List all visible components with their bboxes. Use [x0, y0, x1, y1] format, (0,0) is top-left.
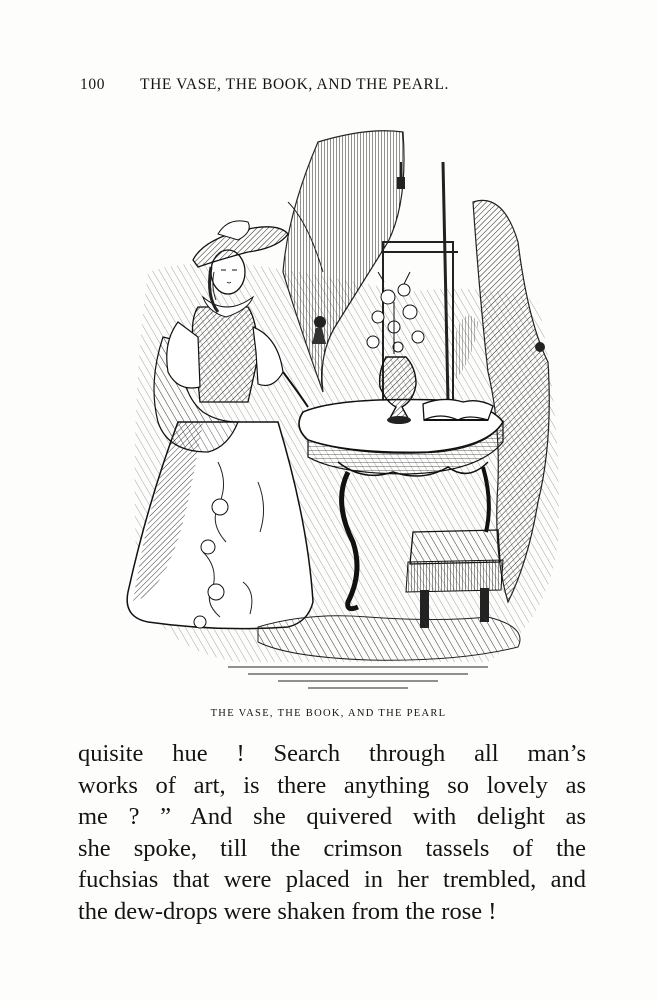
running-head — [80, 76, 540, 100]
text-line: fuchsias that were placed in her trembled, and — [78, 866, 586, 894]
text-line: quisite hue ! Search through all man’s — [78, 740, 586, 767]
text-line: the dew-drops were shaken from the rose ! — [78, 897, 497, 925]
page-number: 100 — [80, 76, 106, 93]
engraving-drawing — [108, 122, 568, 700]
engraving-illustration — [108, 122, 568, 700]
text-line: works of art, is there anything so lovely as — [78, 771, 586, 799]
text-line: she spoke, till the crimson tassels of the — [78, 834, 586, 862]
text-line: me ? ” And she quivered with delight as — [78, 803, 586, 831]
body-paragraph — [78, 738, 586, 928]
running-title: THE VASE, THE BOOK, AND THE PEARL. — [140, 76, 450, 93]
illustration-caption: THE VASE, THE BOOK, AND THE PEARL — [210, 708, 447, 719]
